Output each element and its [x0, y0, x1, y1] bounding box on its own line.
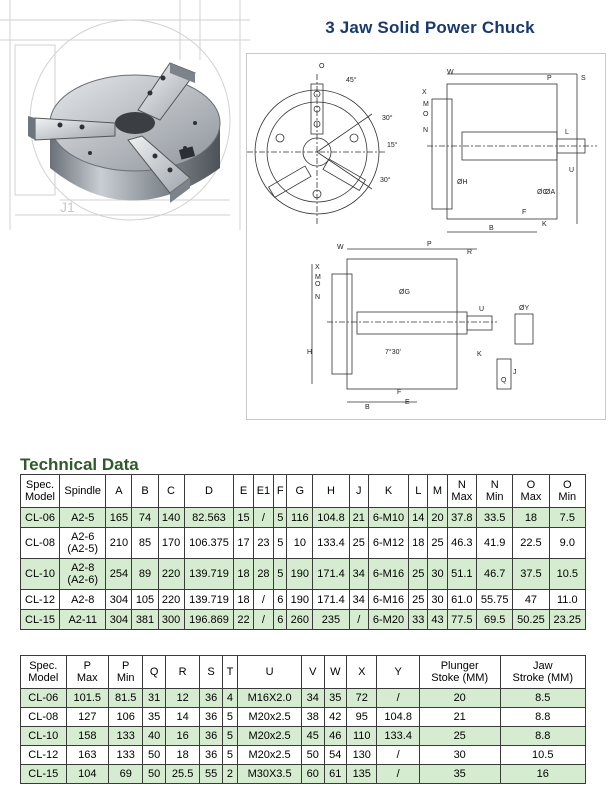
table-row [21, 559, 586, 590]
dim-label-O: O [319, 63, 325, 70]
table-cell: 69.5 [477, 610, 513, 630]
table-cell: 46.7 [477, 559, 513, 590]
table-cell: 105 [132, 590, 158, 610]
table-cell: 116 [287, 508, 313, 528]
table-cell: 5 [274, 508, 287, 528]
table-cell: 30 [419, 746, 500, 765]
table-row [21, 590, 586, 610]
table-cell: 47 [513, 590, 549, 610]
table-cell: CL-12 [21, 746, 67, 765]
table-cell: CL-06 [21, 508, 60, 528]
table-cell: 260 [287, 610, 313, 630]
dim-label-O2: O [423, 111, 429, 118]
angle-label-15: 15° [387, 142, 398, 149]
column-header: D [184, 475, 234, 508]
column-header: C [158, 475, 184, 508]
table-cell: 18 [234, 590, 253, 610]
table-cell: 82.563 [184, 508, 234, 528]
table-cell: 8.8 [500, 708, 586, 727]
column-header: Plunger Stoke (MM) [419, 656, 500, 689]
table-row [21, 727, 586, 746]
technical-drawing [246, 53, 606, 420]
table-cell: 22 [234, 610, 253, 630]
table-cell: 106.375 [184, 528, 234, 559]
table-cell: 36 [200, 727, 222, 746]
table-cell: M20x2.5 [238, 708, 302, 727]
table-cell: 139.719 [184, 590, 234, 610]
table-cell: 7.5 [549, 508, 585, 528]
technical-drawing-svg [247, 54, 605, 419]
dim-label-N2: N [315, 294, 321, 301]
table-row [21, 746, 586, 765]
table-cell: M16X2.0 [238, 689, 302, 708]
table-cell: 55.75 [477, 590, 513, 610]
dim-label-X: X [422, 89, 427, 96]
dim-label-K2: K [477, 351, 482, 358]
table-cell: 5 [274, 528, 287, 559]
dim-label-B2: B [365, 404, 370, 411]
chuck-photo [20, 28, 235, 223]
column-header: E1 [253, 475, 274, 508]
table-cell: / [253, 508, 274, 528]
table-cell: 6 [274, 590, 287, 610]
table-cell: 50 [143, 746, 165, 765]
table-cell: 171.4 [313, 559, 349, 590]
column-header: Spindle [59, 475, 105, 508]
product-title: 3 Jaw Solid Power Chuck [325, 18, 535, 37]
table-header-row [21, 656, 586, 689]
table-cell: 36 [200, 689, 222, 708]
table-cell: 20 [428, 508, 447, 528]
table-cell: 20 [419, 689, 500, 708]
table-cell: 6-M10 [368, 508, 408, 528]
dim-label-O3: O [315, 281, 321, 288]
column-header: A [106, 475, 132, 508]
table-cell: 40 [143, 727, 165, 746]
column-header: U [238, 656, 302, 689]
table-cell: 30 [428, 590, 447, 610]
table-cell: 21 [419, 708, 500, 727]
table-row [21, 610, 586, 630]
table-cell: CL-15 [21, 610, 60, 630]
table-cell: 74 [132, 508, 158, 528]
table-cell: 22.5 [513, 528, 549, 559]
dim-label-B: B [489, 225, 494, 232]
table-row [21, 528, 586, 559]
dim-label-E: E [405, 399, 410, 406]
table-cell: 12 [165, 689, 199, 708]
dim-label-F: F [522, 209, 527, 216]
table-cell: 18 [513, 508, 549, 528]
table-cell: M30X3.5 [238, 765, 302, 784]
table-cell: A2-8 [59, 590, 105, 610]
column-header: V [302, 656, 324, 689]
dim-label-W: W [447, 69, 454, 76]
column-header: L [409, 475, 428, 508]
table-cell: CL-12 [21, 590, 60, 610]
table-cell: 5 [274, 559, 287, 590]
angle-label-30b: 30° [380, 177, 391, 184]
dim-label-C: ØC [537, 189, 548, 196]
table-cell: 25 [349, 528, 368, 559]
table-cell: 25 [409, 590, 428, 610]
table-cell: 16 [500, 765, 586, 784]
table-cell: / [377, 689, 419, 708]
table-cell: 37.8 [447, 508, 476, 528]
table-cell: 8.8 [500, 727, 586, 746]
table-cell: 61 [324, 765, 346, 784]
table-cell: 54 [324, 746, 346, 765]
column-header: G [287, 475, 313, 508]
table-cell: 130 [347, 746, 377, 765]
table-cell: 25.5 [165, 765, 199, 784]
dim-label-U2: U [479, 306, 485, 313]
table-cell: 133 [108, 746, 142, 765]
table-cell: 190 [287, 590, 313, 610]
blueprint-label: J1 [60, 199, 75, 215]
table-cell: 60 [302, 765, 324, 784]
table-cell: 6-M12 [368, 528, 408, 559]
table-cell: 17 [234, 528, 253, 559]
table-cell: 23.25 [549, 610, 585, 630]
spec-table-dimensions [20, 474, 586, 630]
spec-table-stroke [20, 655, 586, 784]
table-cell: 9.0 [549, 528, 585, 559]
dim-label-X2: X [315, 264, 320, 271]
column-header: Q [143, 656, 165, 689]
dim-label-R: R [467, 249, 473, 256]
table-cell: CL-06 [21, 689, 67, 708]
column-header: R [165, 656, 199, 689]
angle-label-45: 45° [346, 77, 357, 84]
table-cell: 41.9 [477, 528, 513, 559]
column-header: N Max [447, 475, 476, 508]
column-header: F [274, 475, 287, 508]
table-cell: 89 [132, 559, 158, 590]
dim-label-G: ØG [399, 289, 410, 296]
table-cell: 38 [302, 708, 324, 727]
table-cell: 10.5 [549, 559, 585, 590]
table-cell: 36 [200, 746, 222, 765]
table-cell: 158 [66, 727, 108, 746]
table-cell: 165 [106, 508, 132, 528]
table-cell: 6-M16 [368, 559, 408, 590]
dim-label-F2: F [397, 389, 402, 396]
table-cell: 18 [234, 559, 253, 590]
table-cell: 6 [274, 610, 287, 630]
table-cell: 6-M20 [368, 610, 408, 630]
table-cell: M20x2.5 [238, 727, 302, 746]
table-cell: 139.719 [184, 559, 234, 590]
table-cell: 6-M16 [368, 590, 408, 610]
dim-label-K: K [542, 221, 547, 228]
column-header: K [368, 475, 408, 508]
column-header: O Max [513, 475, 549, 508]
table-cell: 21 [349, 508, 368, 528]
table-cell: 163 [66, 746, 108, 765]
table-cell: 77.5 [447, 610, 476, 630]
table-cell: 46.3 [447, 528, 476, 559]
column-header: P Max [66, 656, 108, 689]
table-cell: 51.1 [447, 559, 476, 590]
table-row [21, 508, 586, 528]
table-cell: CL-10 [21, 559, 60, 590]
section-heading: Technical Data [20, 455, 139, 474]
column-header: T [222, 656, 237, 689]
table-cell: 36 [200, 708, 222, 727]
table-cell: 254 [106, 559, 132, 590]
table-cell: 304 [106, 590, 132, 610]
table-cell: 31 [143, 689, 165, 708]
table-cell: 25 [428, 528, 447, 559]
table-cell: 127 [66, 708, 108, 727]
dim-label-Q: Q [501, 377, 507, 384]
dim-label-M: M [423, 101, 429, 108]
table-cell: / [253, 590, 274, 610]
table-cell: 18 [409, 528, 428, 559]
column-header: O Min [549, 475, 585, 508]
table-row [21, 765, 586, 784]
table-cell: 5 [222, 727, 237, 746]
dim-label-H2: H [307, 349, 313, 356]
table-cell: 35 [324, 689, 346, 708]
table-cell: 5 [222, 708, 237, 727]
dim-label-A: ØA [545, 189, 556, 196]
table-cell: / [377, 765, 419, 784]
table-header-row [21, 475, 586, 508]
table-cell: 104 [66, 765, 108, 784]
table-cell: 14 [165, 708, 199, 727]
dim-label-W2: W [337, 244, 344, 251]
dim-label-P: P [547, 75, 552, 82]
table-cell: 133.4 [377, 727, 419, 746]
table-cell: 106 [108, 708, 142, 727]
table-cell: 11.0 [549, 590, 585, 610]
table-cell: 34 [349, 559, 368, 590]
table-cell: 4 [222, 689, 237, 708]
table-cell: 135 [347, 765, 377, 784]
table-cell: CL-15 [21, 765, 67, 784]
table-cell: 220 [158, 590, 184, 610]
table-cell: 10 [287, 528, 313, 559]
table-cell: 42 [324, 708, 346, 727]
column-header: Spec. Model [21, 656, 67, 689]
table-cell: 18 [165, 746, 199, 765]
table-cell: CL-08 [21, 528, 60, 559]
table-cell: 15 [234, 508, 253, 528]
table-cell: 25 [409, 559, 428, 590]
table-cell: 50 [143, 765, 165, 784]
table-cell: 220 [158, 559, 184, 590]
table-cell: 133 [108, 727, 142, 746]
table-cell: 33 [409, 610, 428, 630]
table-cell: 55 [200, 765, 222, 784]
dim-label-S: S [581, 75, 586, 82]
dim-label-J: J [513, 369, 517, 376]
table-cell: 35 [143, 708, 165, 727]
table-cell: 25 [419, 727, 500, 746]
table-cell: 190 [287, 559, 313, 590]
dim-label-M2: M [315, 274, 321, 281]
table-cell: 2 [222, 765, 237, 784]
column-header: E [234, 475, 253, 508]
table-cell: 381 [132, 610, 158, 630]
column-header: Spec. Model [21, 475, 60, 508]
table-cell: 101.5 [66, 689, 108, 708]
table-cell: 8.5 [500, 689, 586, 708]
angle-label-30: 30° [382, 115, 393, 122]
table-cell: / [253, 610, 274, 630]
table-cell: 85 [132, 528, 158, 559]
table-cell: 304 [106, 610, 132, 630]
column-header: S [200, 656, 222, 689]
table-cell: 50 [302, 746, 324, 765]
table-cell: A2-11 [59, 610, 105, 630]
table-cell: / [377, 746, 419, 765]
column-header: H [313, 475, 349, 508]
table-cell: CL-10 [21, 727, 67, 746]
table-cell: 50.25 [513, 610, 549, 630]
table-cell: 300 [158, 610, 184, 630]
dim-label-U: U [569, 167, 575, 174]
table-row [21, 689, 586, 708]
table-cell: 133.4 [313, 528, 349, 559]
table-cell: 110 [347, 727, 377, 746]
dim-label-Y: ØY [519, 305, 530, 312]
table-cell: 46 [324, 727, 346, 746]
table-cell: 14 [409, 508, 428, 528]
table-cell: 35 [419, 765, 500, 784]
table-cell: 34 [302, 689, 324, 708]
table-cell: 61.0 [447, 590, 476, 610]
table-cell: 43 [428, 610, 447, 630]
table-cell: 196.869 [184, 610, 234, 630]
table-cell: 30 [428, 559, 447, 590]
table-cell: 95 [347, 708, 377, 727]
column-header: Y [377, 656, 419, 689]
column-header: P Min [108, 656, 142, 689]
table-cell: 171.4 [313, 590, 349, 610]
table-cell: 210 [106, 528, 132, 559]
column-header: M [428, 475, 447, 508]
column-header: Jaw Stroke (MM) [500, 656, 586, 689]
table-cell: 69 [108, 765, 142, 784]
table-cell: 81.5 [108, 689, 142, 708]
table-cell: 235 [313, 610, 349, 630]
table-cell: / [349, 610, 368, 630]
table-cell: 170 [158, 528, 184, 559]
column-header: X [347, 656, 377, 689]
table-cell: 33.5 [477, 508, 513, 528]
table-cell: 104.8 [313, 508, 349, 528]
dim-label-P2: P [427, 241, 432, 248]
column-header: B [132, 475, 158, 508]
dim-label-N: N [423, 127, 429, 134]
table-cell: 37.5 [513, 559, 549, 590]
table-cell: A2-5 [59, 508, 105, 528]
table-row [21, 708, 586, 727]
table-cell: 16 [165, 727, 199, 746]
column-header: N Min [477, 475, 513, 508]
table-cell: 104.8 [377, 708, 419, 727]
table-cell: 5 [222, 746, 237, 765]
table-cell: 72 [347, 689, 377, 708]
dim-label-H: ØH [457, 179, 468, 186]
table-cell: 10.5 [500, 746, 586, 765]
column-header: J [349, 475, 368, 508]
dim-label-L: L [565, 129, 569, 136]
table-cell: 140 [158, 508, 184, 528]
table-cell: 34 [349, 590, 368, 610]
table-cell: A2-6 (A2-5) [59, 528, 105, 559]
dim-label-angle: 7°30' [385, 349, 401, 356]
table-cell: 28 [253, 559, 274, 590]
table-cell: CL-08 [21, 708, 67, 727]
column-header: W [324, 656, 346, 689]
table-cell: M20x2.5 [238, 746, 302, 765]
table-cell: A2-8 (A2-6) [59, 559, 105, 590]
table-cell: 23 [253, 528, 274, 559]
table-cell: 45 [302, 727, 324, 746]
